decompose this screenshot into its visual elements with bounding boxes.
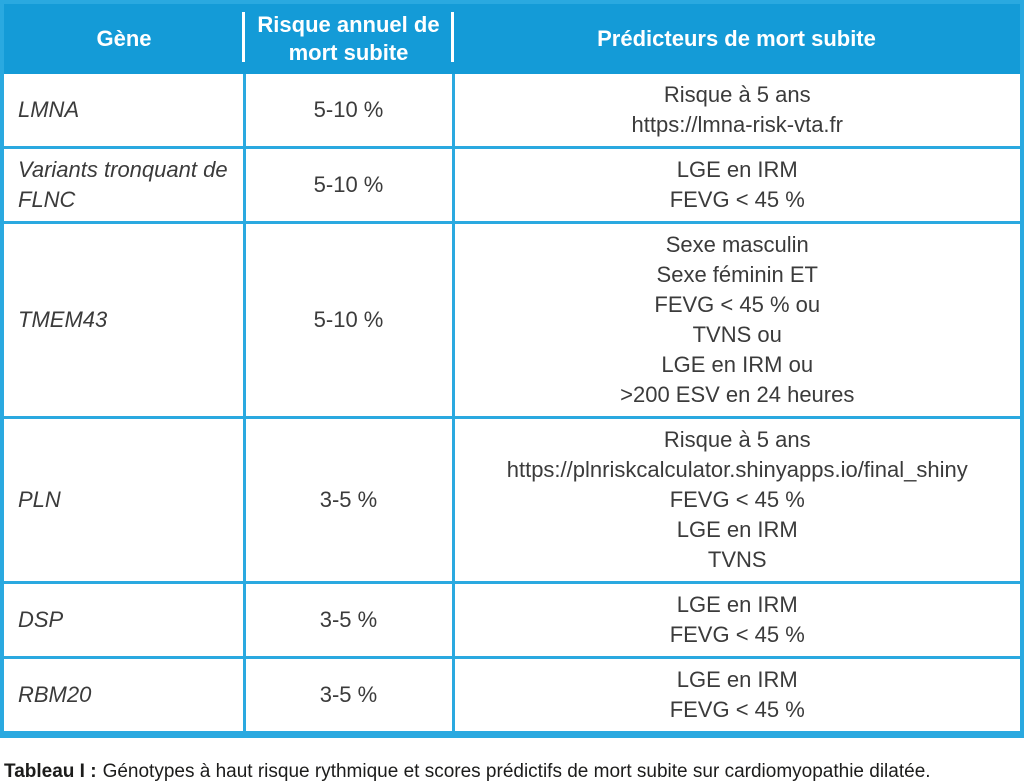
predictor-line: Sexe masculin <box>665 232 809 257</box>
column-header-annual-risk: Risque annuel de mort subite <box>244 2 453 74</box>
predictor-line: FEVG < 45 % ou <box>654 292 821 317</box>
predictor-line: LGE en IRM <box>676 157 798 182</box>
predictor-line: FEVG < 45 % <box>669 487 805 512</box>
header-row <box>2 2 1022 74</box>
gene-cell: LMNA <box>2 74 244 148</box>
predictor-line: TVNS ou <box>692 322 782 347</box>
predictor-line: https://lmna-risk-vta.fr <box>631 112 843 137</box>
predictor-line: LGE en IRM <box>676 517 798 542</box>
predictors-cell <box>453 658 1022 735</box>
caption-text: Génotypes à haut risque rythmique et scores prédictifs de mort subite sur cardiomyopathie dilatée. <box>102 761 931 782</box>
column-header-gene: Gène <box>2 2 244 74</box>
table-row <box>2 583 1022 658</box>
table-row <box>2 148 1022 223</box>
gene-cell: RBM20 <box>2 658 244 735</box>
risk-cell: 3-5 % <box>244 418 453 583</box>
predictor-line: Risque à 5 ans <box>663 82 811 107</box>
predictors-cell <box>453 74 1022 148</box>
predictor-line: TVNS <box>707 547 767 572</box>
gene-cell: Variants tronquant de FLNC <box>2 148 244 223</box>
table-header <box>2 2 1022 74</box>
predictor-line: Sexe féminin ET <box>656 262 818 287</box>
table-row <box>2 74 1022 148</box>
caption-label: Tableau I : <box>4 761 97 782</box>
risk-cell: 5-10 % <box>244 74 453 148</box>
table-row <box>2 418 1022 583</box>
table-body <box>2 74 1022 735</box>
predictors-cell <box>453 583 1022 658</box>
column-header-predictors: Prédicteurs de mort subite <box>453 2 1022 74</box>
predictors-cell <box>453 418 1022 583</box>
predictor-line: https://plnriskcalculator.shinyapps.io/final_shiny <box>506 457 968 482</box>
table-row <box>2 223 1022 418</box>
predictor-line: FEVG < 45 % <box>669 697 805 722</box>
predictor-line: LGE en IRM <box>676 667 798 692</box>
risk-cell: 3-5 % <box>244 658 453 735</box>
predictor-line: >200 ESV en 24 heures <box>620 382 855 407</box>
predictor-line: LGE en IRM ou <box>661 352 814 377</box>
gene-cell: TMEM43 <box>2 223 244 418</box>
predictors-cell <box>453 223 1022 418</box>
gene-cell: DSP <box>2 583 244 658</box>
risk-cell: 5-10 % <box>244 223 453 418</box>
predictor-line: FEVG < 45 % <box>669 622 805 647</box>
table-row <box>2 658 1022 735</box>
predictors-cell <box>453 148 1022 223</box>
predictor-line: Risque à 5 ans <box>663 427 811 452</box>
risk-cell: 5-10 % <box>244 148 453 223</box>
predictor-line: FEVG < 45 % <box>669 187 805 212</box>
predictor-line: LGE en IRM <box>676 592 798 617</box>
risk-cell: 3-5 % <box>244 583 453 658</box>
gene-cell: PLN <box>2 418 244 583</box>
table-caption <box>4 760 1024 784</box>
